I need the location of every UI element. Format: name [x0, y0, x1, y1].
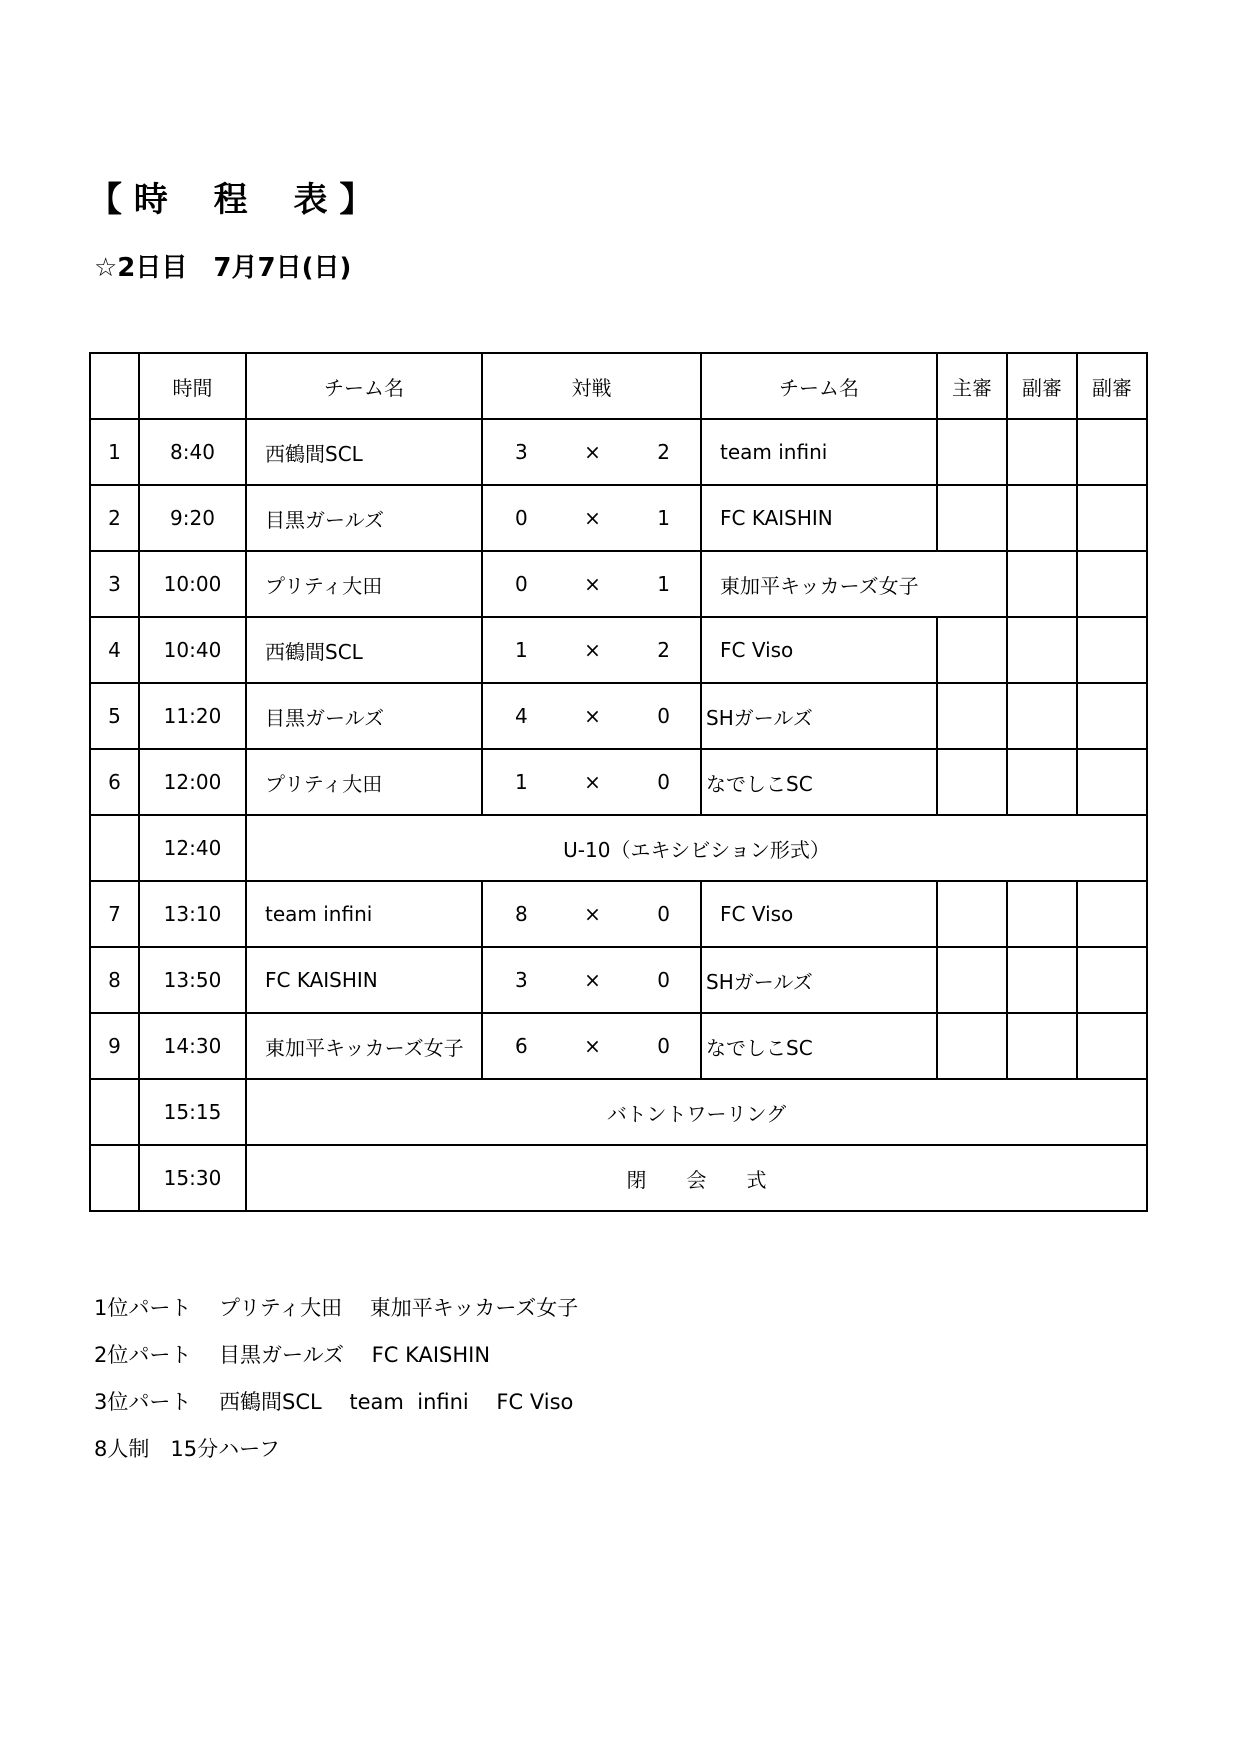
kickoff-time: 12:00 [139, 749, 246, 815]
score-team-1: 6 [515, 1034, 528, 1058]
assistant-referee-cell [1007, 881, 1077, 947]
match-number: 8 [90, 947, 139, 1013]
kickoff-time: 15:15 [139, 1079, 246, 1145]
score-team-2: 1 [657, 506, 670, 530]
match-row [90, 749, 1147, 815]
match-score [482, 419, 701, 485]
match-number [90, 1079, 139, 1145]
score-team-2: 2 [657, 638, 670, 662]
match-number [90, 1145, 139, 1211]
kickoff-time: 10:00 [139, 551, 246, 617]
score-team-2: 0 [657, 704, 670, 728]
score-team-1: 1 [515, 638, 528, 662]
match-row [90, 419, 1147, 485]
match-score [482, 947, 701, 1013]
kickoff-time: 11:20 [139, 683, 246, 749]
score-line [483, 1034, 700, 1058]
match-score [482, 485, 701, 551]
assistant-referee-cell [1077, 749, 1147, 815]
kickoff-time: 12:40 [139, 815, 246, 881]
header-team-1: チーム名 [246, 353, 482, 419]
match-number: 5 [90, 683, 139, 749]
versus-mark: × [584, 638, 601, 662]
team-2-name: FC Viso [701, 617, 937, 683]
match-score [482, 881, 701, 947]
referee-cell [937, 749, 1007, 815]
referee-cell [937, 617, 1007, 683]
kickoff-time: 8:40 [139, 419, 246, 485]
referee-cell [937, 881, 1007, 947]
team-2-name: 東加平キッカーズ女子 [701, 551, 1007, 617]
assistant-referee-cell [1007, 1013, 1077, 1079]
assistant-referee-cell [1077, 419, 1147, 485]
referee-cell [937, 1013, 1007, 1079]
match-score [482, 1013, 701, 1079]
match-number [90, 815, 139, 881]
assistant-referee-cell [1007, 947, 1077, 1013]
event-row [90, 815, 1147, 881]
match-row [90, 551, 1147, 617]
versus-mark: × [584, 572, 601, 596]
match-score [482, 617, 701, 683]
note-line: 8人制 15分ハーフ [94, 1437, 281, 1461]
assistant-referee-cell [1007, 749, 1077, 815]
header-referee: 主審 [937, 353, 1007, 419]
kickoff-time: 14:30 [139, 1013, 246, 1079]
match-number: 6 [90, 749, 139, 815]
score-line [483, 506, 700, 530]
score-team-2: 0 [657, 1034, 670, 1058]
score-team-2: 1 [657, 572, 670, 596]
score-team-2: 0 [657, 902, 670, 926]
score-team-1: 4 [515, 704, 528, 728]
versus-mark: × [584, 506, 601, 530]
team-2-name: なでしこSC [701, 749, 937, 815]
match-number: 1 [90, 419, 139, 485]
referee-cell [937, 683, 1007, 749]
header-time: 時間 [139, 353, 246, 419]
kickoff-time: 13:10 [139, 881, 246, 947]
assistant-referee-cell [1077, 485, 1147, 551]
team-1-name: 目黒ガールズ [246, 683, 482, 749]
match-score [482, 683, 701, 749]
versus-mark: × [584, 770, 601, 794]
match-row [90, 617, 1147, 683]
match-score [482, 749, 701, 815]
team-1-name: 東加平キッカーズ女子 [246, 1013, 482, 1079]
score-line [483, 902, 700, 926]
assistant-referee-cell [1007, 617, 1077, 683]
match-row [90, 881, 1147, 947]
score-team-1: 0 [515, 572, 528, 596]
schedule-date: ☆2日目 7月7日(日) [94, 253, 352, 283]
team-1-name: team infini [246, 881, 482, 947]
team-1-name: プリティ大田 [246, 749, 482, 815]
header-number [90, 353, 139, 419]
score-line [483, 770, 700, 794]
page-title: 【 時 程 表 】 [88, 180, 374, 220]
score-line [483, 968, 700, 992]
note-line: 1位パート プリティ大田 東加平キッカーズ女子 [94, 1296, 579, 1320]
referee-cell [937, 485, 1007, 551]
score-team-1: 8 [515, 902, 528, 926]
score-line [483, 440, 700, 464]
score-team-1: 3 [515, 968, 528, 992]
match-number: 9 [90, 1013, 139, 1079]
team-2-name: team infini [701, 419, 937, 485]
kickoff-time: 15:30 [139, 1145, 246, 1211]
team-1-name: 西鶴間SCL [246, 419, 482, 485]
assistant-referee-cell [1007, 683, 1077, 749]
assistant-referee-cell [1077, 617, 1147, 683]
score-line [483, 638, 700, 662]
versus-mark: × [584, 902, 601, 926]
assistant-referee-cell [1007, 419, 1077, 485]
versus-mark: × [584, 1034, 601, 1058]
team-2-name: なでしこSC [701, 1013, 937, 1079]
score-line [483, 704, 700, 728]
match-number: 7 [90, 881, 139, 947]
team-1-name: 目黒ガールズ [246, 485, 482, 551]
kickoff-time: 13:50 [139, 947, 246, 1013]
note-line: 3位パート 西鶴間SCL team infini FC Viso [94, 1390, 574, 1414]
team-2-name: FC Viso [701, 881, 937, 947]
team-1-name: 西鶴間SCL [246, 617, 482, 683]
match-row [90, 683, 1147, 749]
event-name: U-10（エキシビション形式） [246, 815, 1147, 881]
versus-mark: × [584, 440, 601, 464]
event-name: 閉 会 式 [246, 1145, 1147, 1211]
versus-mark: × [584, 968, 601, 992]
team-2-name: SHガールズ [701, 683, 937, 749]
score-team-2: 0 [657, 968, 670, 992]
event-name: バトントワーリング [246, 1079, 1147, 1145]
team-1-name: FC KAISHIN [246, 947, 482, 1013]
table-header-row [90, 353, 1147, 419]
kickoff-time: 9:20 [139, 485, 246, 551]
header-match: 対戦 [482, 353, 701, 419]
event-row [90, 1145, 1147, 1211]
schedule-table [89, 352, 1148, 1212]
match-number: 3 [90, 551, 139, 617]
team-1-name: プリティ大田 [246, 551, 482, 617]
header-assistant-referee-1: 副審 [1007, 353, 1077, 419]
assistant-referee-cell [1077, 881, 1147, 947]
match-row [90, 485, 1147, 551]
event-row [90, 1079, 1147, 1145]
score-team-1: 3 [515, 440, 528, 464]
header-assistant-referee-2: 副審 [1077, 353, 1147, 419]
assistant-referee-cell [1077, 551, 1147, 617]
match-row [90, 1013, 1147, 1079]
team-2-name: FC KAISHIN [701, 485, 937, 551]
score-team-1: 1 [515, 770, 528, 794]
notes [94, 1285, 578, 1473]
match-row [90, 947, 1147, 1013]
match-score [482, 551, 701, 617]
header-team-2: チーム名 [701, 353, 937, 419]
team-2-name: SHガールズ [701, 947, 937, 1013]
score-team-2: 2 [657, 440, 670, 464]
match-number: 4 [90, 617, 139, 683]
score-team-1: 0 [515, 506, 528, 530]
kickoff-time: 10:40 [139, 617, 246, 683]
assistant-referee-cell [1077, 1013, 1147, 1079]
referee-cell [937, 419, 1007, 485]
assistant-referee-cell [1007, 551, 1077, 617]
assistant-referee-cell [1077, 683, 1147, 749]
note-line: 2位パート 目黒ガールズ FC KAISHIN [94, 1343, 491, 1367]
score-line [483, 572, 700, 596]
match-number: 2 [90, 485, 139, 551]
score-team-2: 0 [657, 770, 670, 794]
assistant-referee-cell [1007, 485, 1077, 551]
assistant-referee-cell [1077, 947, 1147, 1013]
referee-cell [937, 947, 1007, 1013]
versus-mark: × [584, 704, 601, 728]
